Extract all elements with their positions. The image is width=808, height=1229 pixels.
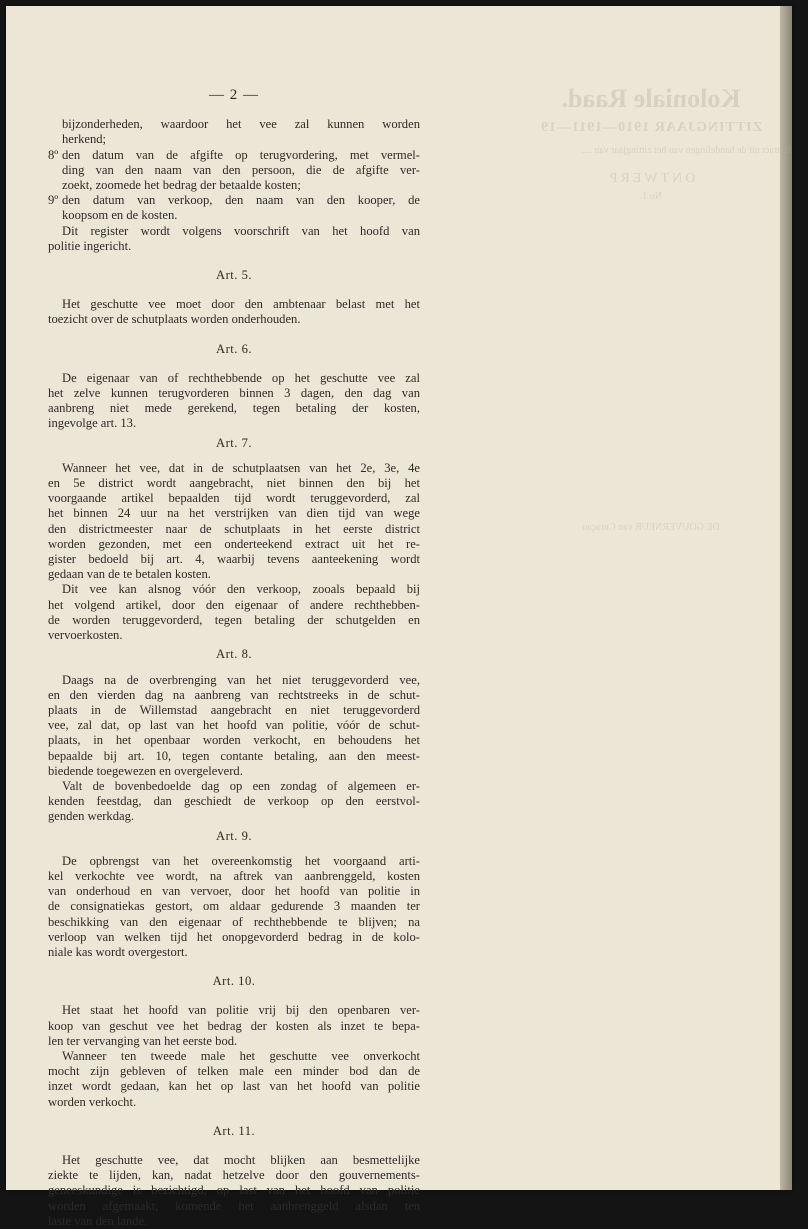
text-line: genden werkdag.	[48, 809, 135, 824]
text-line: kel verkochte vee wordt, na aftrek van aanbrenggeld, kosten	[48, 868, 420, 883]
text-line: De opbrengst van het overeenkomstig het voorgaand arti-	[62, 853, 420, 868]
text-line: Dit vee kan alsnog vóór den verkoop, zooals bepaald bij	[62, 582, 420, 597]
text-line: len ter vervanging van het eerste bod.	[48, 1033, 238, 1048]
text-line	[48, 193, 420, 208]
bleed-note: Extract uit de handelingen van het zittingjaar van ....	[581, 145, 791, 156]
text-line: het binnen 24 uur na het verstrijken van dien tijd van wege	[48, 506, 420, 521]
text-line: en den vierden dag na aanbreng van rechtstreeks in de schut-	[48, 687, 420, 702]
paragraph	[48, 1003, 420, 1109]
text-line: bijzonderheden, waardoor het vee zal kunnen worden	[62, 117, 420, 132]
text-line: beschikking van den eigenaar of rechthebbende te blijven; na	[48, 914, 420, 929]
bleed-ontwerp: ONTWERP	[606, 171, 696, 186]
text-line: inzet wordt gedaan, kan het op last van het hoofd van politie	[48, 1079, 420, 1094]
paragraph	[48, 854, 420, 960]
text-line: voorgaande artikel bepaalden tijd wordt teruggevorderd, zal	[48, 491, 420, 506]
text-line: biedende toegewezen en overgeleverd.	[48, 763, 243, 778]
article-heading: Art. 10.	[212, 974, 256, 989]
numbered-item	[48, 148, 420, 194]
bleed-lower: DE GOUVERNEUR van Curaçao	[582, 522, 720, 533]
text-line: kenden feestdag, dan geschiedt de verkoop op den eerstvol-	[48, 794, 420, 809]
text-line: koop van geschut vee het bedrag der kosten als inzet te bepa-	[48, 1018, 420, 1033]
text-line: mocht zijn gebleven of telken male een minder bod dan de	[48, 1064, 420, 1079]
document-page	[6, 6, 792, 1228]
text-line: laste van den lande.	[48, 1213, 148, 1228]
article-heading: Art. 6.	[215, 341, 253, 356]
text-line: toezicht over de schutplaats worden onderhouden.	[48, 312, 301, 327]
text-line: den districtmeester naar de schutplaats in het eerste district	[48, 521, 420, 536]
text-line: de worden teruggevorderd, tegen betaling der schutgelden en	[48, 612, 420, 627]
text-line: geneeskundige is bezichtigd, op last van het hoofd van politie	[48, 1183, 420, 1198]
paragraph	[48, 297, 420, 327]
paragraph	[48, 224, 420, 254]
text-line: politie ingericht.	[48, 238, 132, 253]
text-line	[62, 163, 420, 178]
article-heading: Art. 11.	[212, 1123, 256, 1138]
item-number: 8º	[48, 147, 59, 162]
text-line: gister bedoeld bij art. 4, waarbij tevens aanteekening wordt	[48, 552, 420, 567]
text-line: bepaalde bij art. 10, tegen contante betaling, aan den meest-	[48, 748, 420, 763]
bleed-nr: No 1.	[639, 191, 663, 202]
paragraph	[48, 117, 420, 147]
text-line: vervoerkosten.	[48, 628, 123, 643]
text-line: herkend;	[62, 132, 107, 147]
page-number: — 2 —	[209, 87, 259, 103]
text-line	[48, 147, 420, 163]
line-text: koopsom en de kosten.	[62, 208, 178, 223]
text-line	[62, 178, 420, 193]
text-line: Het geschutte vee, dat mocht blijken aan besmettelijke	[62, 1152, 420, 1167]
line-text: zoekt, zoomede het bedrag der betaalde kosten;	[62, 178, 301, 193]
bleed-session: ZITTINGJAAR 1910—1911—19	[540, 120, 762, 135]
text-line: Het geschutte vee moet door den ambtenaar belast met het	[62, 297, 420, 312]
text-line: niale kas wordt overgestort.	[48, 944, 188, 959]
page-spine-edge	[780, 6, 792, 1190]
numbered-item	[48, 193, 420, 223]
text-line: plaats, in het openbaar worden verkocht, en behoudens het	[48, 733, 420, 748]
article-heading: Art. 9.	[215, 828, 253, 843]
text-line: worden afgemaakt, komende het aanbrenggeld alsdan ten	[48, 1198, 420, 1213]
text-line: Wanneer ten tweede male het geschutte vee onverkocht	[62, 1048, 420, 1063]
paragraph	[48, 1153, 420, 1229]
bleedthrough-text	[511, 84, 791, 533]
text-line: vee, zal dat, op last van het hoofd van politie, vóór de schut-	[48, 718, 420, 733]
text-line: gedaan van de te betalen kosten.	[48, 567, 211, 582]
text-line: De eigenaar van of rechthebbende op het geschutte vee zal	[62, 370, 420, 385]
text-line: ziekte te lijden, kan, nadat hetzelve door den gouvernements-	[48, 1168, 420, 1183]
text-line: Het staat het hoofd van politie vrij bij den openbaren ver-	[62, 1003, 420, 1018]
article-heading: Art. 8.	[215, 647, 253, 662]
line-text: ding van den naam van den persoon, die de afgifte ver-	[62, 162, 420, 177]
text-line: het volgend artikel, door den eigenaar of andere rechthebben-	[48, 597, 420, 612]
text-line: worden verkocht.	[48, 1094, 137, 1109]
line-text: den datum van verkoop, den naam van den kooper, de	[62, 193, 420, 208]
text-line: worden gezonden, met een onderteekend extract uit het re-	[48, 536, 420, 551]
article-heading: Art. 5.	[215, 268, 253, 283]
paragraph	[48, 371, 420, 432]
document-body	[48, 88, 420, 1229]
line-text: den datum van de afgifte op terugvordering, met vermel-	[62, 147, 420, 162]
paragraph	[48, 673, 420, 825]
text-line: en 5e district wordt aangebracht, niet binnen den bij het	[48, 476, 420, 491]
bleed-title: Koloniale Raad.	[561, 84, 741, 113]
text-line: verloop van welken tijd het onopgevorderd bedrag in de kolo-	[48, 929, 420, 944]
text-line: van onderhoud en van vervoer, door het hoofd van politie in	[48, 884, 420, 899]
text-line: plaats in de Willemstad aangebracht en niet teruggevorderd	[48, 702, 420, 717]
text-line: aanbreng niet mede gerekend, tegen betaling der kosten,	[48, 401, 420, 416]
paragraph	[48, 461, 420, 643]
text-line: ingevolge art. 13.	[48, 416, 137, 431]
item-number: 9º	[48, 193, 59, 208]
text-line: Dit register wordt volgens voorschrift van het hoofd van	[62, 223, 420, 238]
text-line: Wanneer het vee, dat in de schutplaatsen van het 2e, 3e, 4e	[62, 460, 420, 475]
article-heading: Art. 7.	[215, 435, 253, 450]
text-line	[62, 208, 420, 223]
text-line: het zelve kunnen terugvorderen binnen 3 dagen, den dag van	[48, 386, 420, 401]
text-line: Valt de bovenbedoelde dag op een zondag of algemeen er-	[62, 778, 420, 793]
text-line: Daags na de overbrenging van het niet teruggevorderd vee,	[62, 672, 420, 687]
text-line: de consignatiekas gestort, om aldaar gedurende 3 maanden ter	[48, 899, 420, 914]
